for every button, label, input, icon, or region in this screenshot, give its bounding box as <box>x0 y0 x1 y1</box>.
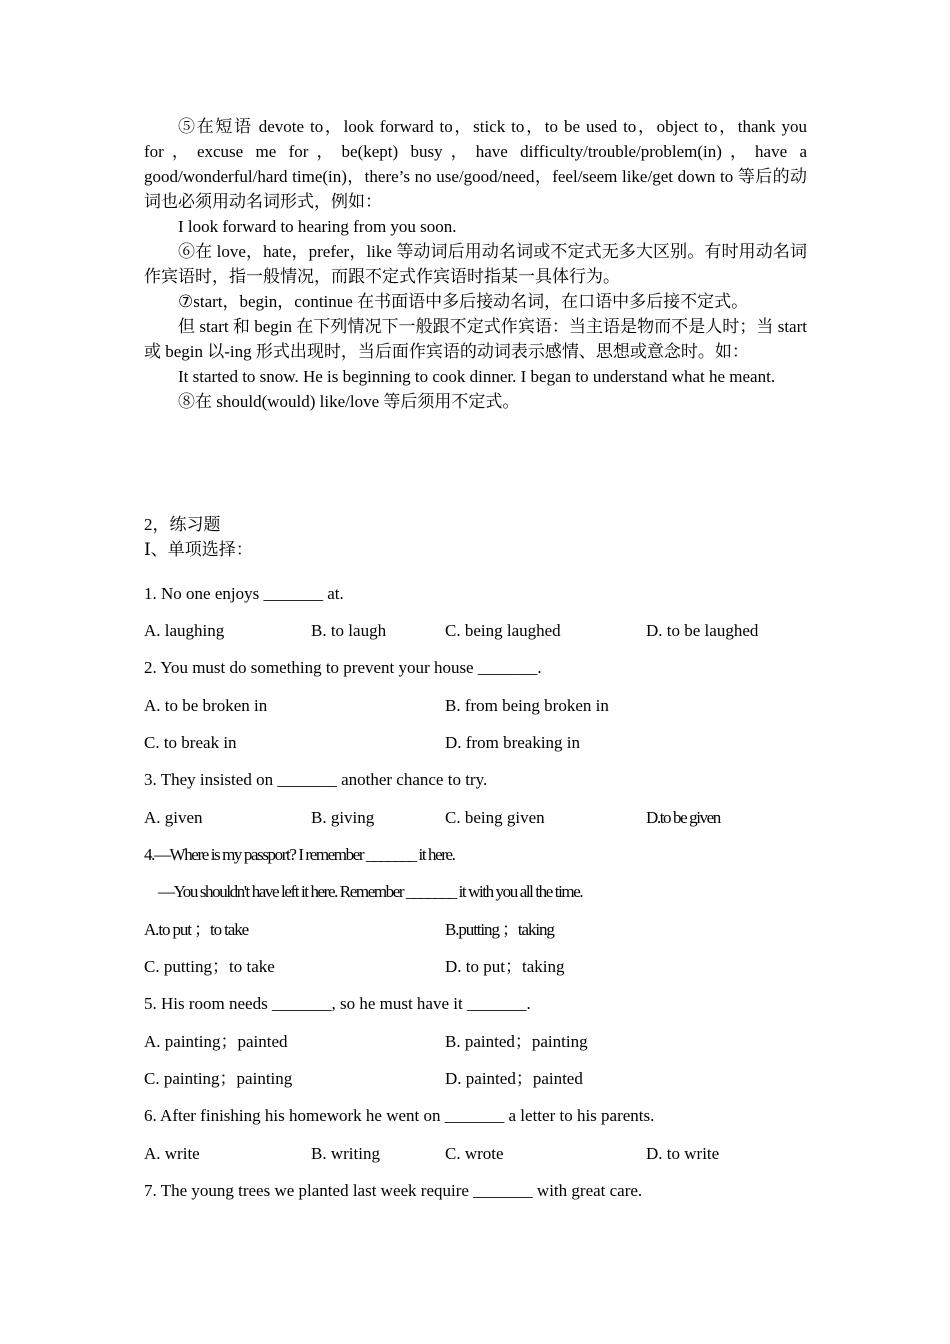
question-stem: 2. You must do something to prevent your house _______. <box>144 658 542 677</box>
option-b: B. from being broken in <box>445 696 609 715</box>
option-b: B. painted；painting <box>445 1032 588 1051</box>
option-b: B. writing <box>311 1144 380 1163</box>
note-5: ⑤在短语 devote to，look forward to，stick to，to be used to，object to，thank you for，excuse me for，be(kept) busy，have difficulty/trouble/problem(in)，have a good/wonderful/hard time(in)，there’s no use/good/need，feel/seem like/get down to 等后的动词也必须用动名词形式，例如： <box>144 117 807 211</box>
note-7b: 但 start 和 begin 在下列情况下一般跟不定式作宾语：当主语是物而不是人时；当 start 或 begin 以-ing 形式出现时，当后面作宾语的动词表示感情、思想或意念时。如： <box>144 317 807 361</box>
note-8: ⑧在 should(would) like/love 等后须用不定式。 <box>178 392 520 411</box>
question-stem: 6. After finishing his homework he went on _______ a letter to his parents. <box>144 1106 655 1125</box>
exercise-subheading: Ⅰ、单项选择： <box>144 540 253 559</box>
option-c: C. being given <box>445 808 545 827</box>
note-7-example: It started to snow. He is beginning to cook dinner. I began to understand what he meant. <box>178 367 776 386</box>
note-6: ⑥在 love，hate，prefer，like 等动词后用动名词或不定式无多大区别。有时用动名词作宾语时，指一般情况，而跟不定式作宾语时指某一具体行为。 <box>144 242 807 286</box>
question-stem: 4.—Where is my passport? I remember _______ it here. <box>144 845 455 864</box>
option-c: C. to break in <box>144 733 237 752</box>
grammar-notes <box>144 114 807 414</box>
option-a: A. laughing <box>144 621 225 640</box>
option-b: B. to laugh <box>311 621 387 640</box>
option-c: C. being laughed <box>445 621 561 640</box>
exercise-heading: 2，练习题 <box>144 515 221 534</box>
option-c: C. putting；to take <box>144 957 275 976</box>
question-stem-reply: —You shouldn't have left it here. Remember _______ it with you all the time. <box>158 882 583 901</box>
exercise-header <box>144 512 807 562</box>
option-c: C. painting；painting <box>144 1069 293 1088</box>
option-d: D. to write <box>646 1144 720 1163</box>
note-7: ⑦start，begin，continue 在书面语中多后接动名词，在口语中多后接不定式。 <box>178 292 749 311</box>
note-5-example: I look forward to hearing from you soon. <box>178 217 457 236</box>
option-a: A. painting；painted <box>144 1032 288 1051</box>
question-stem: 3. They insisted on _______ another chance to try. <box>144 770 488 789</box>
option-d: D. to be laughed <box>646 621 759 640</box>
option-a: A. to be broken in <box>144 696 268 715</box>
option-a: A.to put ；to take <box>144 920 249 939</box>
option-d: D. to put；taking <box>445 957 565 976</box>
option-a: A. write <box>144 1144 200 1163</box>
option-b: B.putting ；taking <box>445 920 554 939</box>
option-b: B. giving <box>311 808 375 827</box>
option-d: D.to be given <box>646 808 720 827</box>
option-d: D. painted；painted <box>445 1069 583 1088</box>
question-stem: 1. No one enjoys _______ at. <box>144 584 344 603</box>
option-d: D. from breaking in <box>445 733 581 752</box>
question-stem: 7. The young trees we planted last week require _______ with great care. <box>144 1181 643 1200</box>
option-c: C. wrote <box>445 1144 504 1163</box>
option-a: A. given <box>144 808 203 827</box>
question-stem: 5. His room needs _______, so he must have it _______. <box>144 994 531 1013</box>
